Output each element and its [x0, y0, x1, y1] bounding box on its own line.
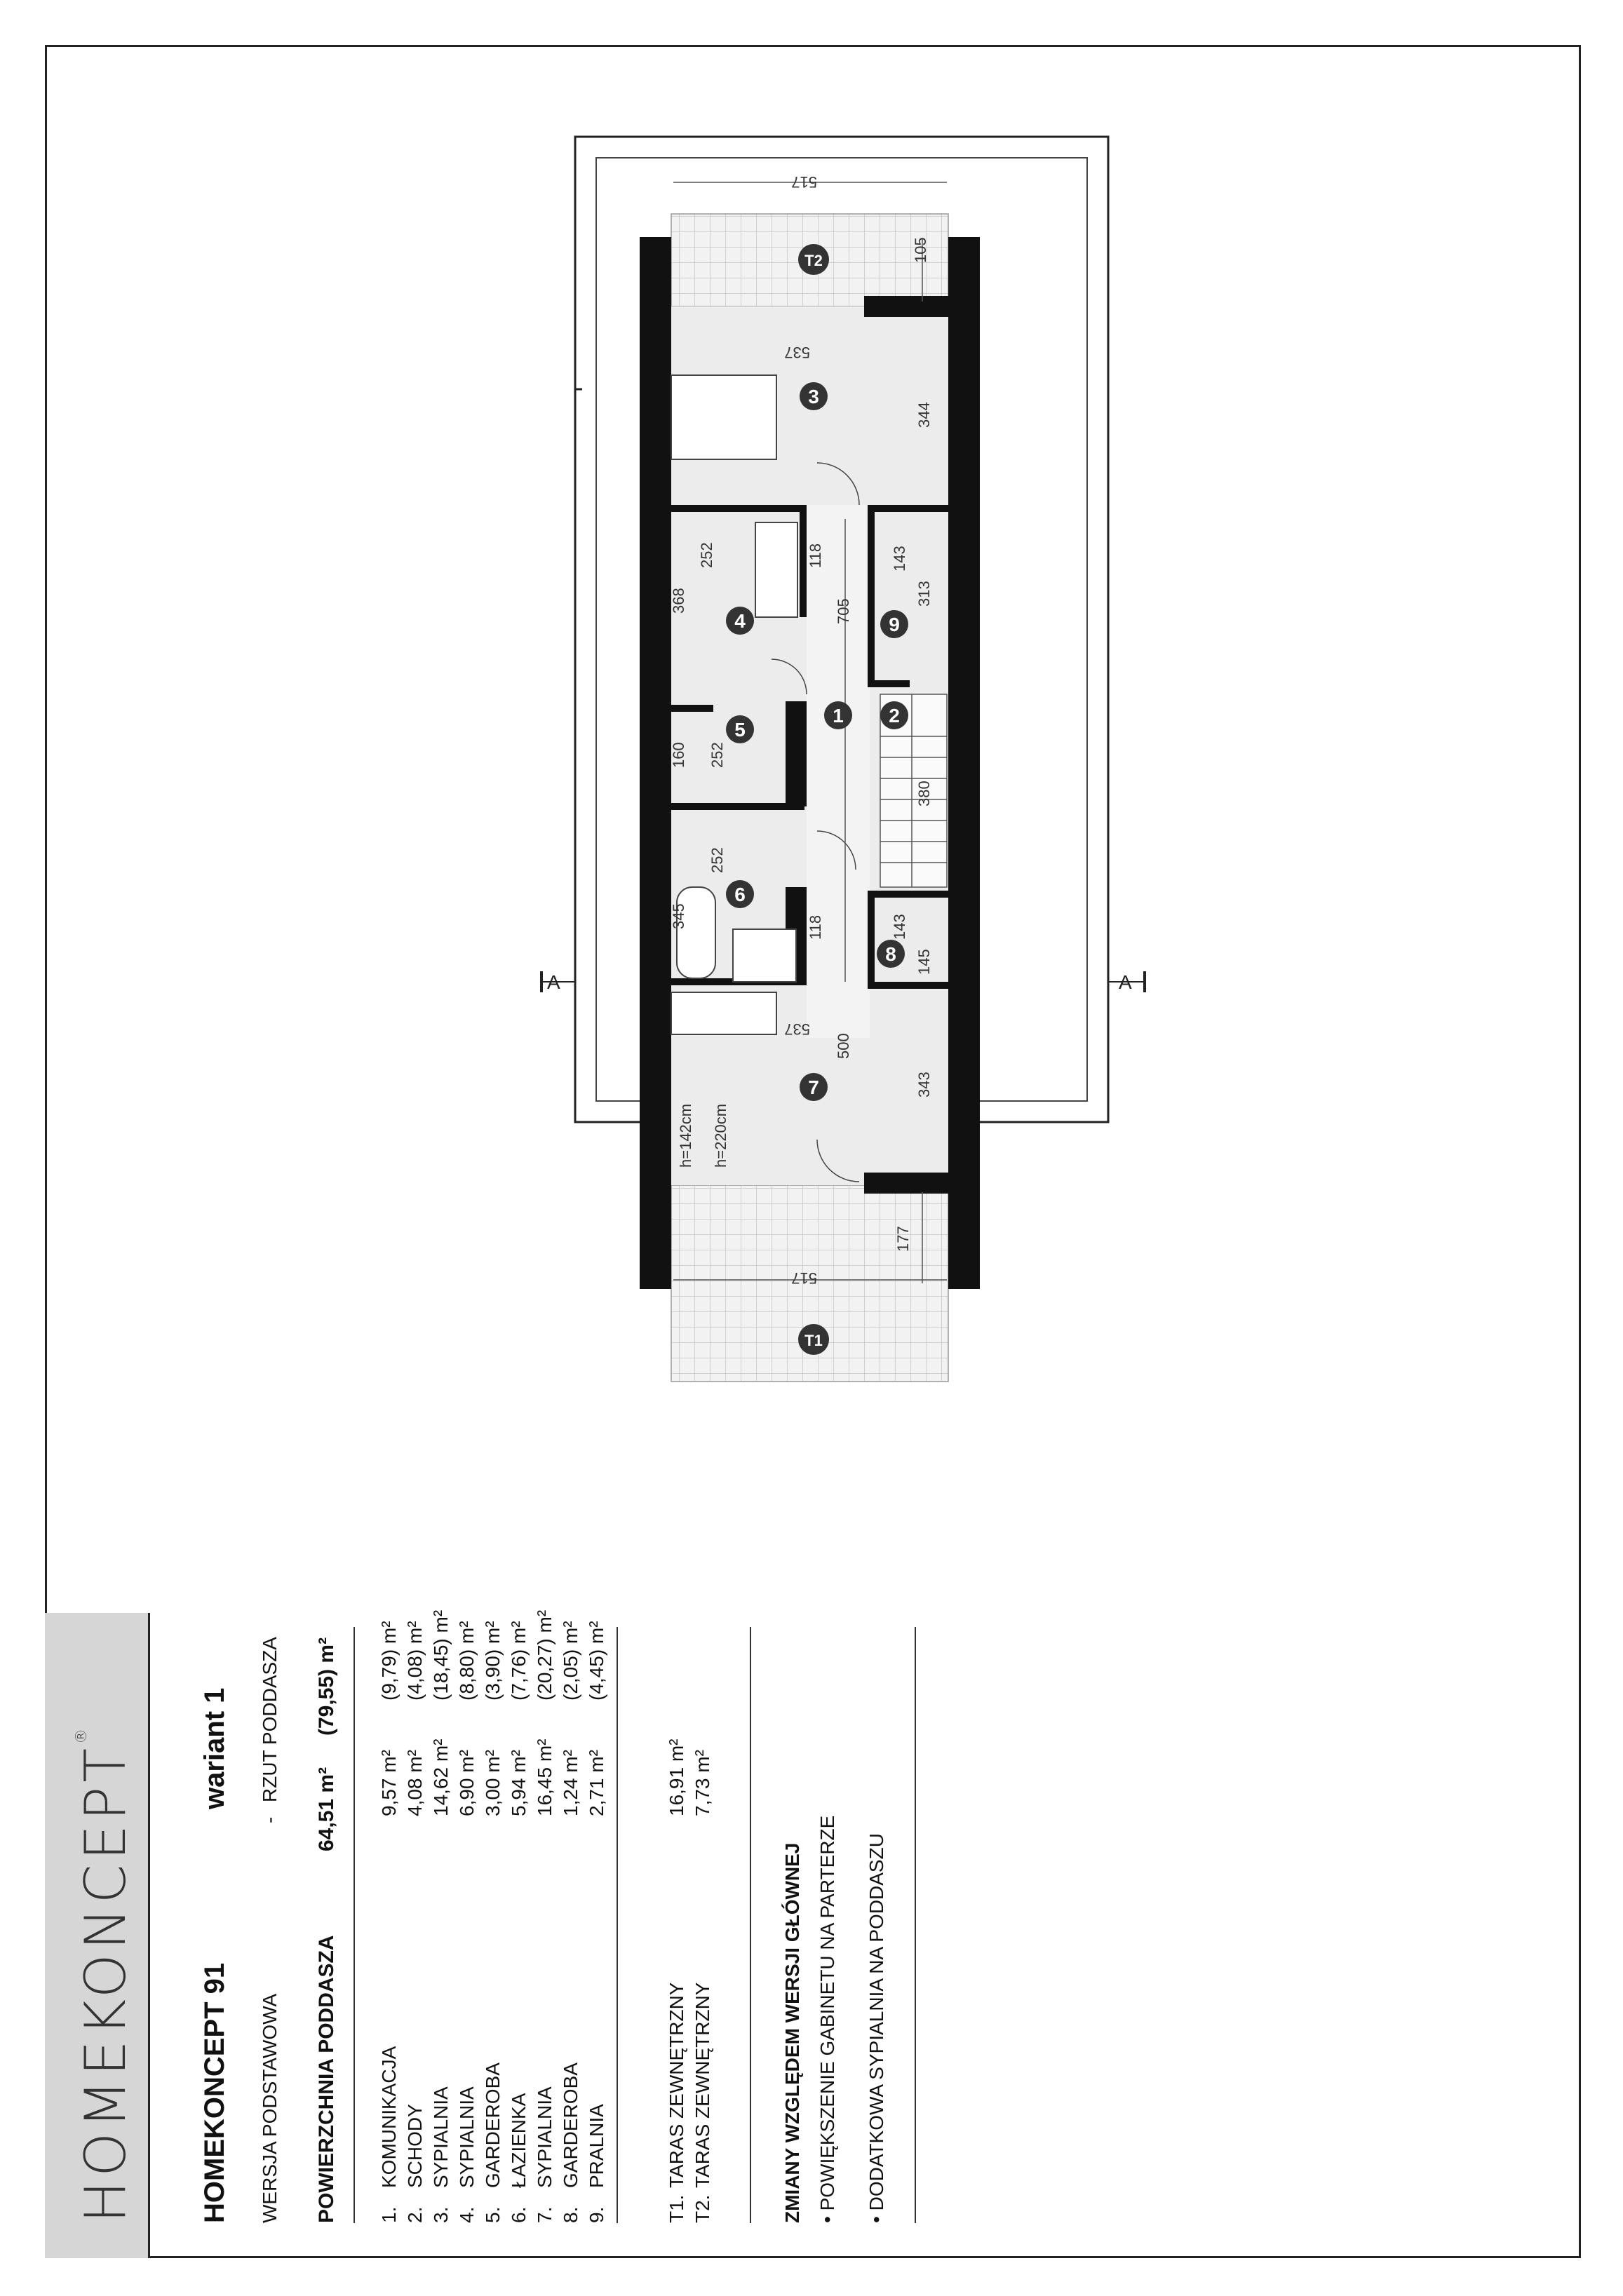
room-num: 7.: [534, 2206, 555, 2223]
bed-room-3: [671, 375, 776, 459]
svg-text:145: 145: [915, 949, 933, 975]
room-name: ŁAZIENKA: [508, 2093, 530, 2188]
terrace-num: T1.: [666, 2194, 687, 2223]
svg-text:344: 344: [915, 402, 933, 428]
wall-right: [948, 237, 980, 1289]
room-marker-9: [880, 610, 908, 638]
dimension-517-top: 517: [791, 173, 817, 191]
svg-text:380: 380: [915, 781, 933, 806]
svg-text:6: 6: [734, 884, 746, 905]
room-area: 6,90 m²: [456, 1750, 478, 1816]
area-total: (79,55) m²: [315, 1637, 338, 1736]
room-marker-7: [800, 1073, 828, 1101]
svg-text:537: 537: [784, 344, 810, 361]
svg-text:h=142cm: h=142cm: [677, 1103, 694, 1168]
terrace-name: TARAS ZEWNĘTRZNY: [692, 1982, 713, 2188]
room-marker-t1: [798, 1324, 829, 1355]
svg-text:1: 1: [833, 705, 844, 727]
room-num: 6.: [508, 2206, 530, 2223]
room-marker-2: [880, 701, 908, 729]
room-area: 1,24 m²: [560, 1750, 581, 1816]
room-gross: (4,45) m²: [586, 1621, 607, 1701]
room-name: KOMUNIKACJA: [378, 2046, 400, 2188]
title-block-area: [45, 1609, 1581, 2258]
section-marker-left: A: [547, 971, 560, 993]
room-marker-4: [726, 607, 754, 635]
room-marker-8: [877, 940, 905, 968]
divider: [750, 1627, 751, 2223]
svg-text:118: 118: [807, 914, 824, 940]
svg-text:160: 160: [670, 742, 687, 768]
bed-room-7: [671, 992, 776, 1034]
room-num: 8.: [560, 2206, 581, 2223]
room-marker-3: [800, 382, 828, 410]
divider: [617, 1627, 618, 2223]
room-name: SYPIALNIA: [534, 2086, 555, 2188]
room-gross: (9,79) m²: [378, 1621, 400, 1701]
room-row: [534, 1592, 558, 2223]
brand-band: [45, 1613, 150, 2258]
terrace-area: 16,91 m²: [666, 1738, 687, 1816]
svg-text:252: 252: [708, 742, 726, 768]
room-area: 14,62 m²: [430, 1738, 452, 1816]
room-name: SYPIALNIA: [456, 2086, 478, 2188]
svg-text:3: 3: [808, 386, 819, 407]
bathtub: [677, 887, 715, 978]
variant-label: wariant 1: [199, 1687, 230, 1809]
wall-left: [640, 237, 671, 1289]
room-row: [482, 1592, 506, 2223]
room-name: SCHODY: [404, 2104, 426, 2188]
room-num: 2.: [404, 2206, 426, 2223]
svg-text:252: 252: [698, 542, 715, 568]
svg-text:143: 143: [891, 546, 908, 572]
room-area: 16,45 m²: [534, 1738, 555, 1816]
terrace-row: [692, 1592, 715, 2223]
room-name: PRALNIA: [586, 2104, 607, 2188]
svg-text:8: 8: [885, 943, 896, 965]
room-marker-t2: [798, 244, 829, 275]
room-area: 2,71 m²: [586, 1750, 607, 1816]
svg-text:500: 500: [835, 1033, 852, 1059]
room-num: 5.: [482, 2206, 504, 2223]
section-marker-right: A: [1119, 971, 1132, 993]
svg-text:5: 5: [734, 719, 746, 741]
room-name: GARDEROBA: [482, 2062, 504, 2188]
room-row: [378, 1592, 402, 2223]
svg-text:T1: T1: [804, 1332, 823, 1349]
terrace-name: TARAS ZEWNĘTRZNY: [666, 1982, 687, 2188]
room-row: [508, 1592, 532, 2223]
plan-label: RZUT PODDASZA: [259, 1637, 281, 1802]
room-num: 1.: [378, 2206, 400, 2223]
svg-text:9: 9: [889, 614, 900, 635]
dimension-517-bottom: 517: [791, 1269, 817, 1287]
area-label: POWIERZCHNIA PODDASZA: [315, 1935, 338, 2223]
project-title: HOMEKONCEPT 91: [199, 1962, 230, 2223]
svg-text:252: 252: [708, 847, 726, 873]
room-name: SYPIALNIA: [430, 2086, 452, 2188]
divider: [353, 1627, 355, 2223]
brand-logo: HOMEKONCEPT®: [73, 1728, 138, 2223]
room-gross: (8,80) m²: [456, 1621, 478, 1701]
terrace-area: 7,73 m²: [692, 1750, 713, 1816]
room-row: [560, 1592, 584, 2223]
room-row: [456, 1592, 480, 2223]
room-area: 3,00 m²: [482, 1750, 504, 1816]
svg-text:368: 368: [670, 588, 687, 614]
svg-text:177: 177: [894, 1226, 912, 1252]
svg-text:313: 313: [915, 581, 933, 607]
room-marker-5: [726, 715, 754, 743]
wall-top: [864, 296, 948, 317]
svg-text:143: 143: [891, 914, 908, 940]
svg-text:7: 7: [808, 1076, 819, 1098]
shower: [733, 929, 796, 982]
room-marker-6: [726, 880, 754, 908]
svg-text:705: 705: [835, 598, 852, 624]
room-row: [586, 1592, 610, 2223]
terrace-row: [666, 1592, 689, 2223]
room-num: 4.: [456, 2206, 478, 2223]
svg-text:h=220cm: h=220cm: [712, 1103, 729, 1168]
title-block: HOMEKONCEPT® HOMEKONCEPT 91 wariant 1 WERSJA PODSTAWOWA - RZUT PODDASZA POWIERZCHNIA PODDASZA 64,51 m² (79,55) m² 1. KOMUNIKACJA 9,57 m² (9,79) m² 2. SCHODY 4,08 m² (4,08) m² 3. SYPIALNIA 14,62 m² (18,45) m² 4. SYPIALNIA 6,90 m² (8,80) m² 5. GARDEROBA 3,00 m² (3,90) m² 6. ŁAZIENKA 5,94 m² (7,76) m² 7. SYPIALNIA 16,45 m² (20,27) m² 8. GARDEROBA 1,24 m² (2,05) m² 9. PRALNIA 2,71 m² (4,45) m² T1. TARAS ZEWNĘTRZNY 16,91 m² T2. TARAS ZEWNĘTRZNY 7,73 m² ZMIANY WZGLĘDEM WERSJI GŁÓWNEJ • POWIĘKSZENIE GABINETU NA PARTERZE • DODATKOWA SYPIALNIA NA PODDASZU: [45, 1613, 1581, 2258]
changes-title: ZMIANY WZGLĘDEM WERSJI GŁÓWNEJ: [781, 1842, 803, 2223]
room-gross: (4,08) m²: [404, 1621, 426, 1701]
change-item: • DODATKOWA SYPIALNIA NA PODDASZU: [866, 1833, 887, 2223]
room-gross: (2,05) m²: [560, 1621, 581, 1701]
svg-text:345: 345: [670, 903, 687, 929]
room-name: GARDEROBA: [560, 2062, 581, 2188]
change-item: • POWIĘKSZENIE GABINETU NA PARTERZE: [816, 1815, 838, 2223]
room-num: 9.: [586, 2206, 607, 2223]
room-area: 9,57 m²: [378, 1750, 400, 1816]
version-label: WERSJA PODSTAWOWA: [259, 1993, 281, 2223]
room-row: [404, 1592, 428, 2223]
room-row: [430, 1592, 454, 2223]
svg-text:118: 118: [807, 543, 824, 568]
room-marker-1: [824, 701, 852, 729]
svg-text:105: 105: [912, 237, 929, 263]
wall-bottom: [864, 1173, 948, 1194]
svg-text:537: 537: [784, 1020, 810, 1038]
room-num: 3.: [430, 2206, 452, 2223]
room-area: 5,94 m²: [508, 1750, 530, 1816]
divider: [915, 1627, 916, 2223]
area-value: 64,51 m²: [315, 1767, 338, 1851]
room-gross: (3,90) m²: [482, 1621, 504, 1701]
svg-text:T2: T2: [804, 252, 823, 269]
svg-text:4: 4: [734, 610, 746, 632]
terrace-num: T2.: [692, 2194, 713, 2223]
svg-text:343: 343: [915, 1072, 933, 1098]
room-gross: (20,27) m²: [534, 1609, 555, 1701]
bed-room-4: [755, 522, 797, 617]
room-gross: (7,76) m²: [508, 1621, 530, 1701]
room-gross: (18,45) m²: [430, 1609, 452, 1701]
room-area: 4,08 m²: [404, 1750, 426, 1816]
svg-text:2: 2: [889, 705, 900, 727]
